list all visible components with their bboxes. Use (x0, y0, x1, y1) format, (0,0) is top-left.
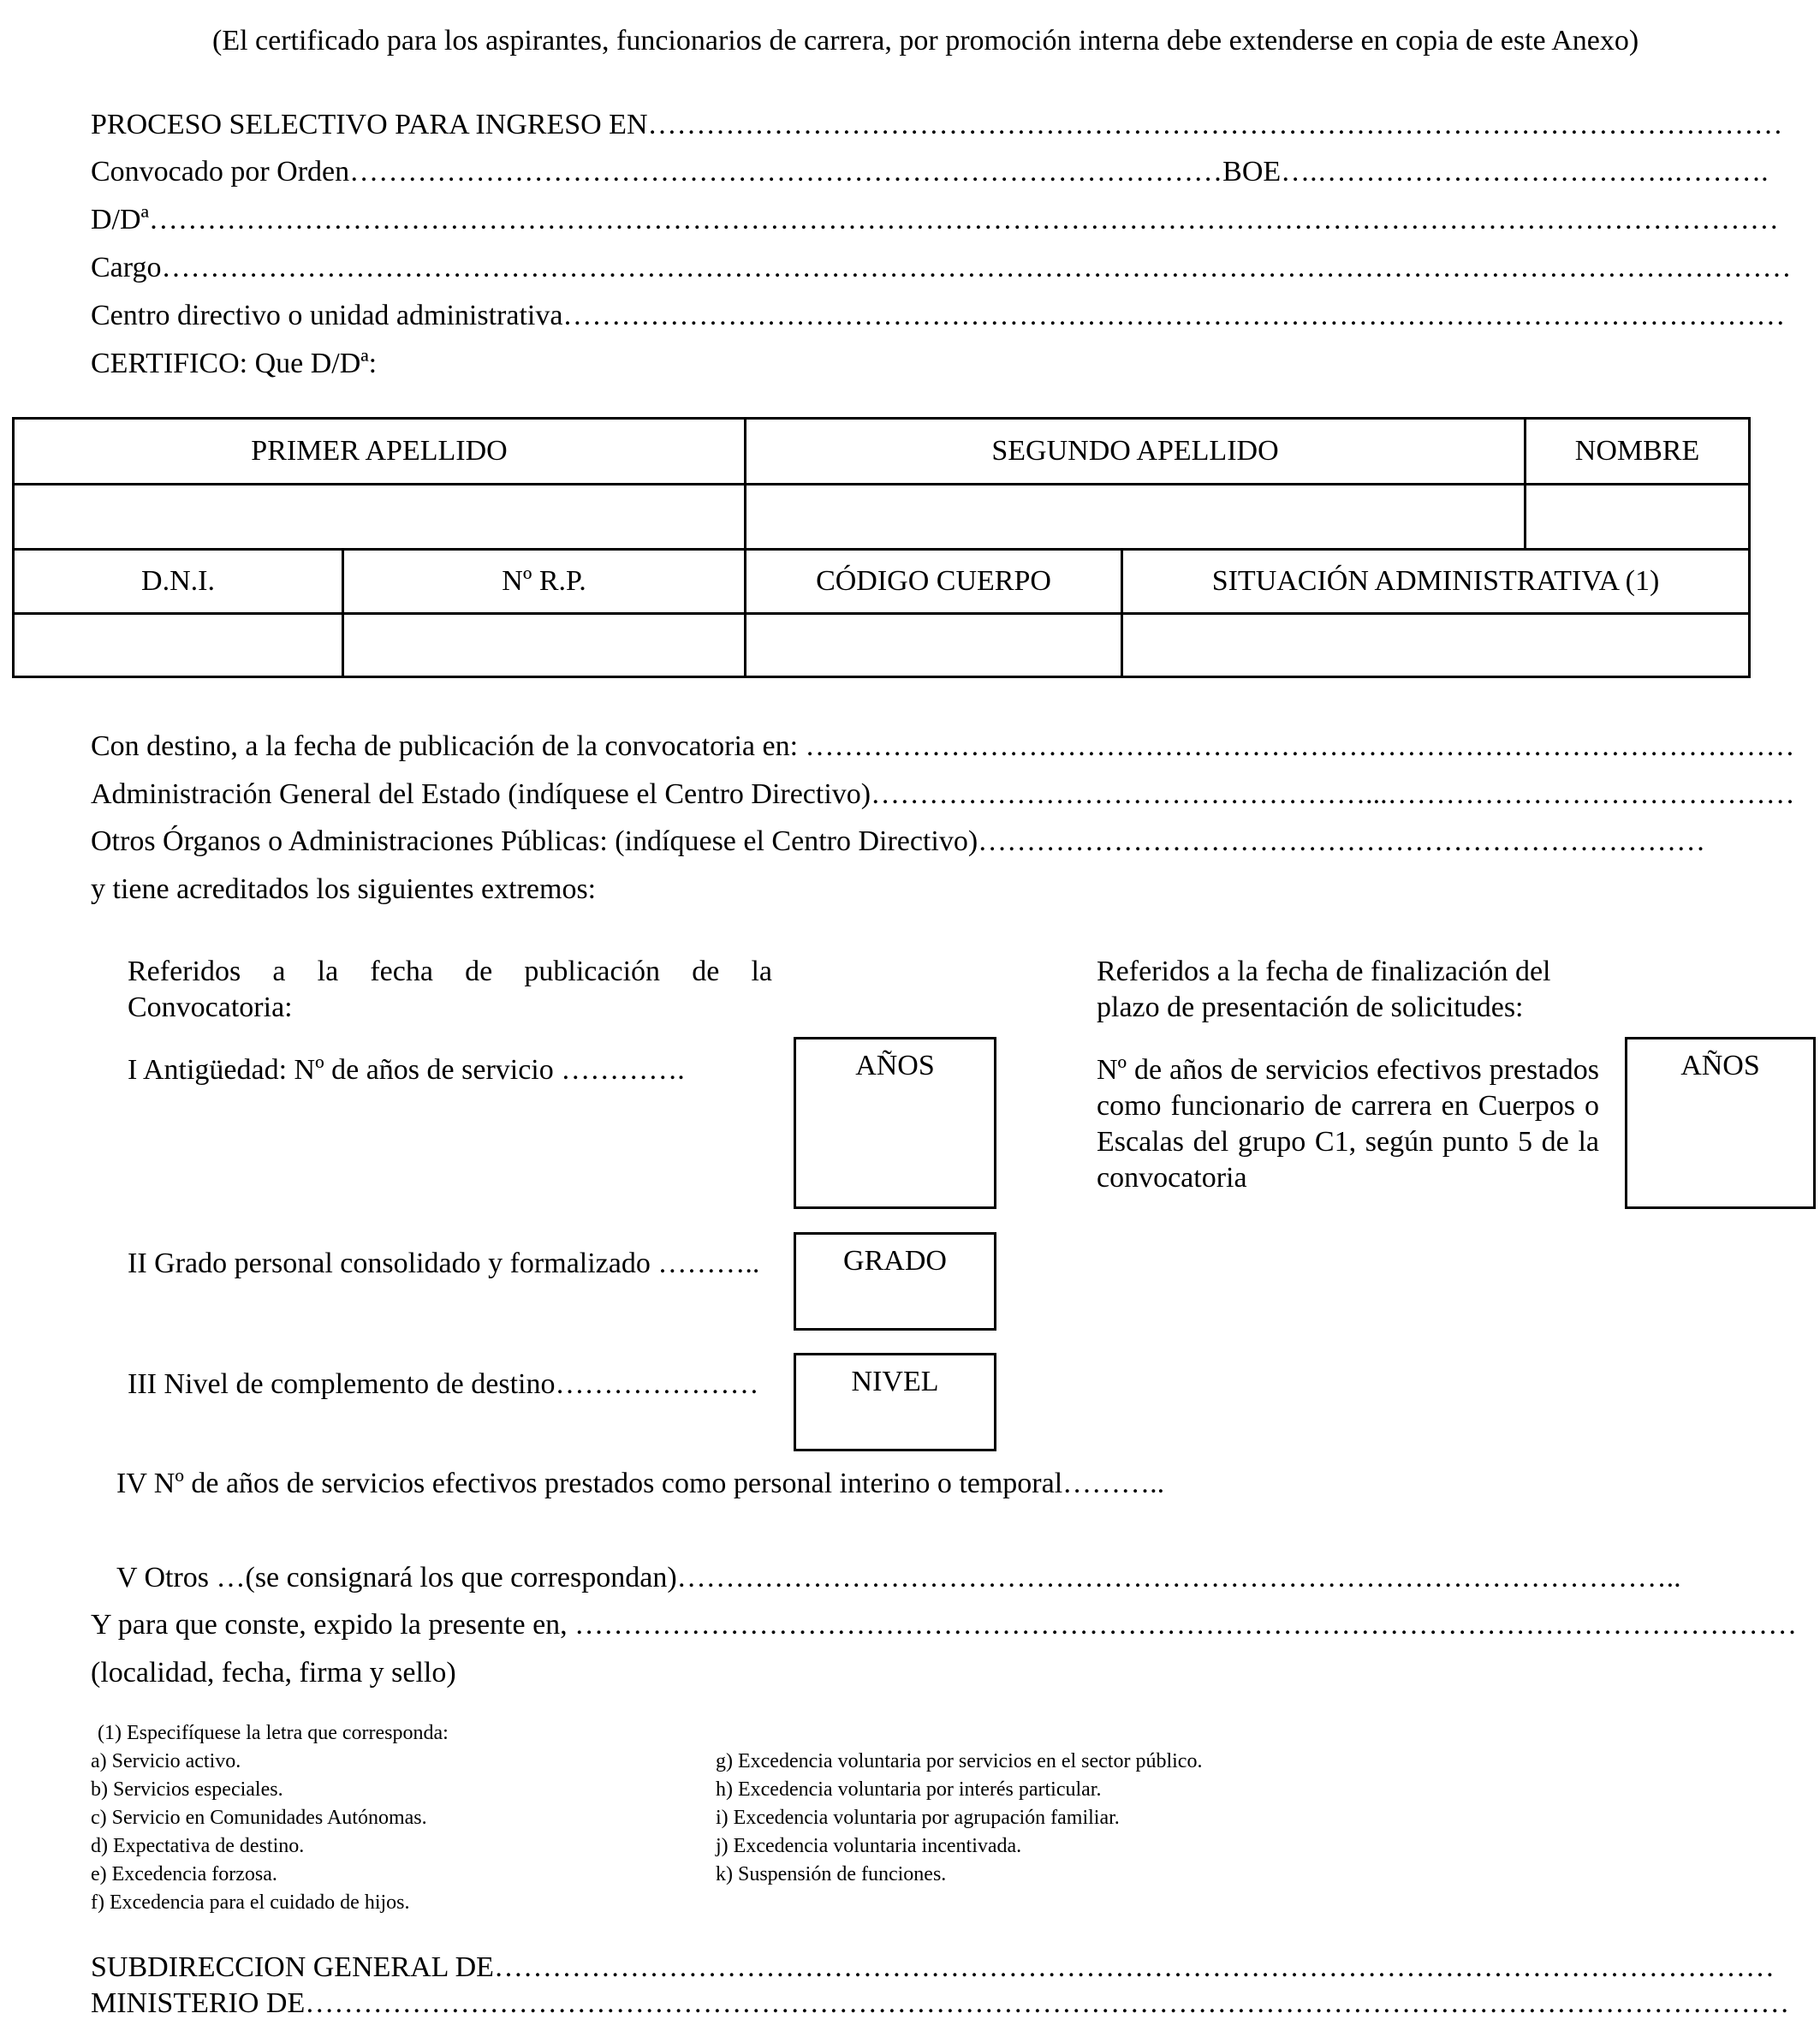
footnote-g: g) Excedencia voluntaria por servicios en el sector público. (716, 1750, 1203, 1772)
nrp-input[interactable] (344, 615, 744, 676)
otros-line[interactable]: V Otros …(se consignará los que correspondan)………………………………………………………………………………………….. (116, 1562, 1681, 1593)
footnote-f: f) Excedencia para el cuidado de hijos. (91, 1891, 410, 1914)
identity-table (12, 417, 1751, 678)
footnote-h: h) Excedencia voluntaria por interés particular. (716, 1778, 1102, 1801)
left-heading: Referidos a la fecha de publicación de la Convocatoria: (128, 956, 772, 1023)
subdireccion-line[interactable]: SUBDIRECCION GENERAL DE…………………………………………………………………………………………………………………… (91, 1951, 1775, 1983)
footnote-j: j) Excedencia voluntaria incentivada. (716, 1835, 1022, 1857)
otros-organos-line[interactable]: Otros Órganos o Administraciones Públicas: (indíquese el Centro Directivo)………………………………………………………………… (91, 825, 1706, 857)
col-nrp: Nº R.P. (502, 565, 586, 597)
footnote-d: d) Expectativa de destino. (91, 1835, 305, 1857)
col-primer-apellido: PRIMER APELLIDO (251, 435, 508, 467)
localidad-label: (localidad, fecha, firma y sello) (91, 1657, 456, 1689)
footnote-b: b) Servicios especiales. (91, 1778, 283, 1801)
proceso-field[interactable]: PROCESO SELECTIVO PARA INGRESO EN……………………………………………………………………………………………………… (91, 109, 1783, 140)
ministerio-line[interactable]: MINISTERIO DE……………………………………………………………………………………………………………………………………… (91, 1987, 1790, 2019)
footnote-title: (1) Especifíquese la letra que corresponda: (98, 1722, 449, 1744)
footnote-a: a) Servicio activo. (91, 1750, 241, 1772)
centro-field[interactable]: Centro directivo o unidad administrativa……………………………………………………………………………………………………………… (91, 300, 1786, 331)
codigo-cuerpo-input[interactable] (746, 615, 1121, 676)
col-segundo-apellido: SEGUNDO APELLIDO (991, 435, 1279, 467)
primer-apellido-input[interactable] (15, 485, 744, 548)
col-codigo-cuerpo: CÓDIGO CUERPO (816, 565, 1051, 597)
nivel-label: III Nivel de complemento de destino………………… (128, 1368, 759, 1400)
age-line[interactable]: Administración General del Estado (indíquese el Centro Directivo)……………………………………………...…………………………………… (91, 778, 1795, 810)
footnote-c: c) Servicio en Comunidades Autónomas. (91, 1807, 427, 1829)
antiguedad-label: I Antigüedad: Nº de años de servicio …………. (128, 1054, 685, 1086)
grado-box[interactable]: GRADO (794, 1232, 996, 1331)
segundo-apellido-input[interactable] (746, 485, 1524, 548)
footnote-i: i) Excedencia voluntaria por agrupación familiar. (716, 1807, 1120, 1829)
dni-input[interactable] (15, 615, 342, 676)
servicios-grupo-c1-label: Nº de años de servicios efectivos prestados como funcionario de carrera en Cuerpos o Escalas del grupo C1, según punto 5 de la convocatoria (1097, 1054, 1599, 1194)
cargo-field[interactable]: Cargo…………………………………………………………………………………………………………………………………………………… (91, 252, 1792, 283)
convocado-field[interactable]: Convocado por Orden………………………………………………………………………………BOE….……………………………….………. (91, 156, 1769, 188)
conste-line[interactable]: Y para que conste, expido la presente en, ……………………………………………………………………………………………………………… (91, 1609, 1798, 1641)
nivel-box[interactable]: NIVEL (794, 1353, 996, 1451)
grado-label: II Grado personal consolidado y formalizado ……….. (128, 1248, 760, 1279)
certifico-label: CERTIFICO: Que D/Dª: (91, 348, 378, 379)
col-situacion-administrativa: SITUACIÓN ADMINISTRATIVA (1) (1211, 565, 1660, 597)
situacion-input[interactable] (1123, 615, 1748, 676)
anos-box-left[interactable]: AÑOS (794, 1037, 996, 1209)
nombre-input[interactable] (1526, 485, 1748, 548)
footnote-k: k) Suspensión de funciones. (716, 1863, 947, 1885)
footnote-e: e) Excedencia forzosa. (91, 1863, 277, 1885)
extremos-label: y tiene acreditados los siguientes extremos: (91, 873, 597, 905)
header-note: (El certificado para los aspirantes, funcionarios de carrera, por promoción interna debe extenderse en copia de este Anexo) (212, 25, 1639, 57)
anos-box-right[interactable]: AÑOS (1625, 1037, 1816, 1209)
right-heading: Referidos a la fecha de finalización del plazo de presentación de solicitudes: (1097, 956, 1551, 1023)
dda-field[interactable]: D/Dª…………………………………………………………………………………………………………………………………………………… (91, 204, 1779, 235)
col-dni: D.N.I. (141, 565, 215, 597)
destino-line[interactable]: Con destino, a la fecha de publicación de la convocatoria en: ………………………………………………………………………………………… (91, 730, 1795, 762)
col-nombre: NOMBRE (1574, 435, 1700, 467)
interino-line[interactable]: IV Nº de años de servicios efectivos prestados como personal interino o temporal……….. (116, 1468, 1165, 1499)
